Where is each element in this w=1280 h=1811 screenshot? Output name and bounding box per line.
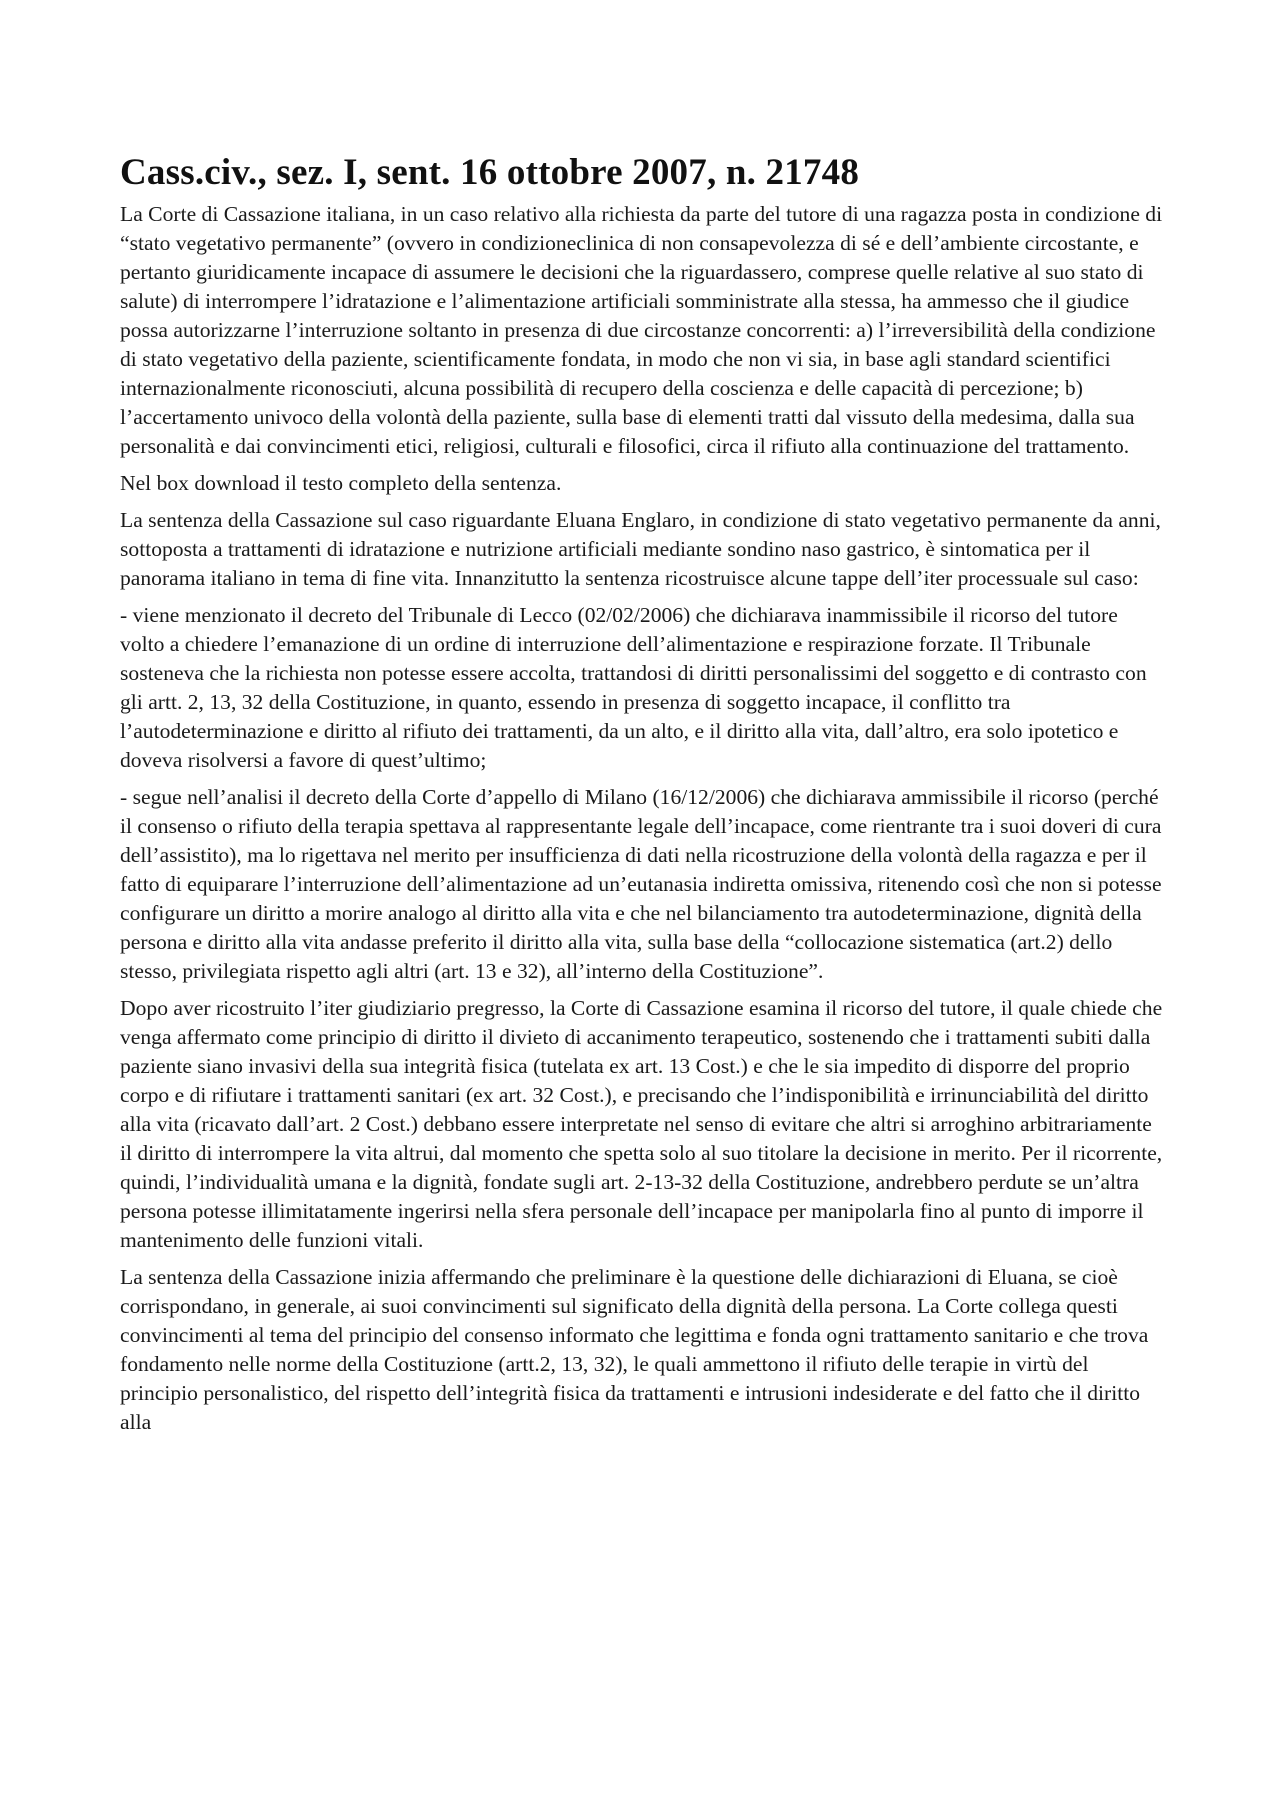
document-title: Cass.civ., sez. I, sent. 16 ottobre 2007, n. 21748 <box>120 152 860 193</box>
paragraph-corte-appello-milano: - segue nell’analisi il decreto della Corte d’appello di Milano (16/12/2006) che dichiarava ammissibile il ricorso (perché il consenso o rifiuto della terapia spettava al rappresentante legale dell’incapace, come rientrante tra i suoi doveri di cura dell’assistito), ma lo rigettava nel merito per insufficienza di dati nella ricostruzione della volontà della ragazza e per il fatto di equiparare l’interruzione dell’alimentazione ad un’eutanasia indiretta omissiva, ritenendo così che non si potesse configurare un diritto a morire analogo al diritto alla vita e che nel bilanciamento tra autodeterminazione, dignità della persona e diritto alla vita andasse preferito il diritto alla vita, sulla base della “collocazione sistematica (art.2) dello stesso, privilegiata rispetto agli altri (art. 13 e 32), all’interno della Costituzione”. <box>120 785 1162 983</box>
document-body <box>120 150 1165 1445</box>
paragraph-tribunale-lecco: - viene menzionato il decreto del Tribunale di Lecco (02/02/2006) che dichiarava inammissibile il ricorso del tutore volto a chiedere l’emanazione di un ordine di interruzione dell’alimentazione e respirazione forzate. Il Tribunale sosteneva che la richiesta non potesse essere accolta, trattandosi di diritti personalissimi del soggetto e di contrasto con gli artt. 2, 13, 32 della Costituzione, in quanto, essendo in presenza di soggetto incapace, il conflitto tra l’autodeterminazione e diritto al rifiuto dei trattamenti, da un alto, e il diritto alla vita, dall’altro, era solo ipotetico e doveva risolversi a favore di quest’ultimo; <box>120 603 1147 772</box>
paragraph-download-note: Nel box download il testo completo della sentenza. <box>120 471 562 495</box>
paragraph-englaro-case: La sentenza della Cassazione sul caso riguardante Eluana Englaro, in condizione di stato vegetativo permanente da anni, sottoposta a trattamenti di idratazione e nutrizione artificiali mediante sondino naso gastrico, è sintomatica per il panorama italiano in tema di fine vita. Innanzitutto la sentenza ricostruisce alcune tappe dell’iter processuale sul caso: <box>120 508 1161 590</box>
paragraph-summary: La Corte di Cassazione italiana, in un caso relativo alla richiesta da parte del tutore di una ragazza posta in condizione di “stato vegetativo permanente” (ovvero in condizioneclinica di non consapevolezza di sé e dell’ambiente circostante, e pertanto giuridicamente incapace di assumere le decisioni che la riguardassero, comprese quelle relative al suo stato di salute) di interrompere l’idratazione e l’alimentazione artificiali somministrate alla stessa, ha ammesso che il giudice possa autorizzarne l’interruzione soltanto in presenza di due circostanze concorrenti: a) l’irreversibilità della condizione di stato vegetativo della paziente, scientificamente fondata, in modo che non vi sia, in base agli standard scientifici internazionalmente riconosciuti, alcuna possibilità di recupero della coscienza e delle capacità di percezione; b) l’accertamento univoco della volontà della paziente, sulla base di elementi tratti dal vissuto della medesima, dalla sua personalità e dai convincimenti etici, religiosi, culturali e filosofici, circa il rifiuto alla continuazione del trattamento. <box>120 202 1163 458</box>
paragraph-sentenza-cassazione: La sentenza della Cassazione inizia affermando che preliminare è la questione delle dichiarazioni di Eluana, se cioè corrispondano, in generale, ai suoi convincimenti sul significato della dignità della persona. La Corte collega questi convincimenti al tema del principio del consenso informato che legittima e fonda ogni trattamento sanitario e che trova fondamento nelle norme della Costituzione (artt.2, 13, 32), le quali ammettono il rifiuto delle terapie in virtù del principio personalistico, del rispetto dell’integrità fisica da trattamenti e intrusioni indesiderate e del fatto che il diritto alla <box>120 1265 1149 1434</box>
paragraph-ricorso-tutore: Dopo aver ricostruito l’iter giudiziario pregresso, la Corte di Cassazione esamina il ricorso del tutore, il quale chiede che venga affermato come principio di diritto il divieto di accanimento terapeutico, sostenendo che i trattamenti subiti dalla paziente siano invasivi della sua integrità fisica (tutelata ex art. 13 Cost.) e che le sia impedito di disporre del proprio corpo e di rifiutare i trattamenti sanitari (ex art. 32 Cost.), e precisando che l’indisponibilità e irrinunciabilità del diritto alla vita (ricavato dall’art. 2 Cost.) debbano essere interpretate nel senso di evitare che altri si arroghino arbitrariamente il diritto di interrompere la vita altrui, dal momento che spetta solo al suo titolare la decisione in merito. Per il ricorrente, quindi, l’individualità umana e la dignità, fondate sugli art. 2-13-32 della Costituzione, andrebbero perdute se un’altra persona potesse illimitatamente ingerirsi nella sfera personale dell’incapace per manipolarla fino al punto di imporre il mantenimento delle funzioni vitali. <box>120 996 1163 1252</box>
